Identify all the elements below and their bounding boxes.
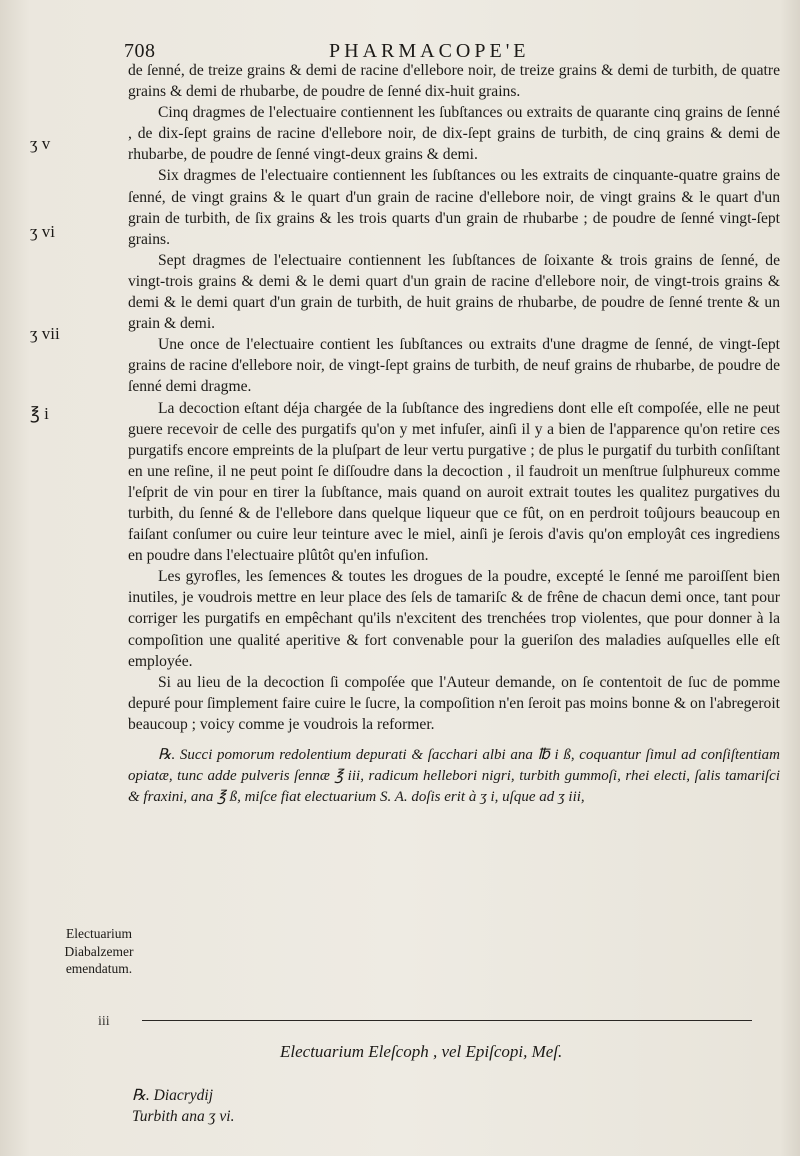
- margin-dose-5: ʒ v: [30, 134, 51, 153]
- paragraph-4: Sept dragmes de l'electuaire contiennent les ſubſtances de ſoixante & trois grains de ſenné, de vingt-trois grains & demi & le demi quart d'un grain de racine d'ellebore noir, de vingt-trois grains & demi & le demi quart d'un grain de turbith, de huit grains de rhubarbe, de poudre de ſenné trente & un grain & demi.: [128, 251, 780, 333]
- paragraph-3: Six dragmes de l'electuaire contiennent les ſubſtances ou les extraits de cinquante-quatre grains de ſenné, de vingt grains & le quart d'un grain de racine d'ellebore noir, de vingt grains & le quart d'un grain de turbith, de ſix grains & les trois quarts d'un grain de rhubarbe ; de poudre de ſenné vingt-ſept grains.: [128, 167, 780, 248]
- paragraph-2: Cinq dragmes de l'electuaire contiennent les ſubſtances ou extraits de quarante cinq grains de ſenné , de dix-ſept grains de racine d'ellebore noir, de dix-ſept grains de turbith, de cinq grains & demi de rhubarbe, de poudre de ſenné vingt-deux grains & demi.: [128, 104, 780, 164]
- margin-fragment: iii: [98, 1014, 110, 1029]
- margin-dose-once: ℥ i: [30, 404, 49, 423]
- margin-dose-6: ʒ vi: [30, 222, 56, 241]
- paragraph-6: La decoction eſtant déja chargée de la ſubſtance des ingrediens dont elle eſt compoſée, elle ne peut guere recevoir de celle des purgatifs qu'on y met infuſer, ainſi il y a bien de l'apparence qu'on retire ces purgatifs encore empreints de la pluſpart de leur vertu purgative ; de plus le purgatif du turbith conſiſtant en une reſine, il ne peut point ſe diſſoudre dans la decoction , il faudroit un menſtrue ſulphureux comme l'eſprit de vin pour en tirer la ſubſtance, mais quand on auroit extrait toutes les qualitez purgatives du turbith, du ſenné & de l'ellebore dans quelque liqueur que ce fût, on en perdroit toûjours beaucoup en faiſant conſumer ou cuire leur teinture avec le miel, ainſi je ſerois d'avis qu'on employât ces ingrediens en poudre dans l'electuaire plûtôt qu'en infuſion.: [128, 399, 780, 565]
- page-number: 708: [124, 40, 156, 62]
- margin-dose-7: ʒ vii: [30, 324, 60, 343]
- recipe-paragraph: ℞. Succi pomorum redolentium depurati & ſacchari albi ana ℔ i ß, coquantur ſimul ad conſiſtentiam opiatæ, tunc adde pulveris ſennæ ℥ iii, radicum hellebori nigri, turbith gummoſi, rhei electi, ſalis tamariſci & fraxini, ana ℥ ß, miſce fiat electuarium S. A. doſis erit à ʒ i, uſque ad ʒ iii,: [128, 747, 780, 805]
- running-head: PHARMACOPE'E: [329, 40, 530, 62]
- margin-note: Electuarium Diabalzemer emendatum.: [64, 926, 134, 976]
- section-divider: [142, 1020, 752, 1021]
- recipe-line-2: Turbith ana ʒ vi.: [132, 1108, 235, 1125]
- recipe-line-1: ℞. Diacrydij: [132, 1087, 214, 1104]
- paragraph-7: Les gyrofles, les ſemences & toutes les drogues de la poudre, excepté le ſenné me paroiſſent bien inutiles, je voudrois mettre en leur place des ſels de tamariſc & de frêne de chacun demi once, tant pour corriger les purgatifs en empêchant qu'ils n'excitent des trenchées trop violentes, que pour donner à la compoſition une qualité aperitive & fort convenable pour la gueriſon des maladies auſquelles elle eſt employée.: [128, 568, 780, 670]
- paragraph-5: Une once de l'electuaire contient les ſubſtances ou extraits d'une dragme de ſenné, de vingt-ſept grains de racine d'ellebore noir, de vingt-ſept grains de turbith, de neuf grains de rhubarbe, de poudre de ſenné demi dragme.: [128, 336, 780, 396]
- paragraph-1: de ſenné, de treize grains & demi de racine d'ellebore noir, de treize grains & demi de turbith, de quatre grains & demi de rhubarbe, de poudre de ſenné dix-huit grains.: [128, 62, 780, 101]
- section-title: Electuarium Eleſcoph , vel Epiſcopi, Meſ.: [280, 1042, 563, 1061]
- main-text: [128, 60, 780, 808]
- paragraph-8: Si au lieu de la decoction ſi compoſée que l'Auteur demande, on ſe contentoit de ſuc de pomme depuré pour ſimplement faire cuire le ſucre, la compoſition n'en ſeroit pas moins bonne & on l'abregeroit beaucoup ; voicy comme je voudrois la reformer.: [128, 673, 780, 733]
